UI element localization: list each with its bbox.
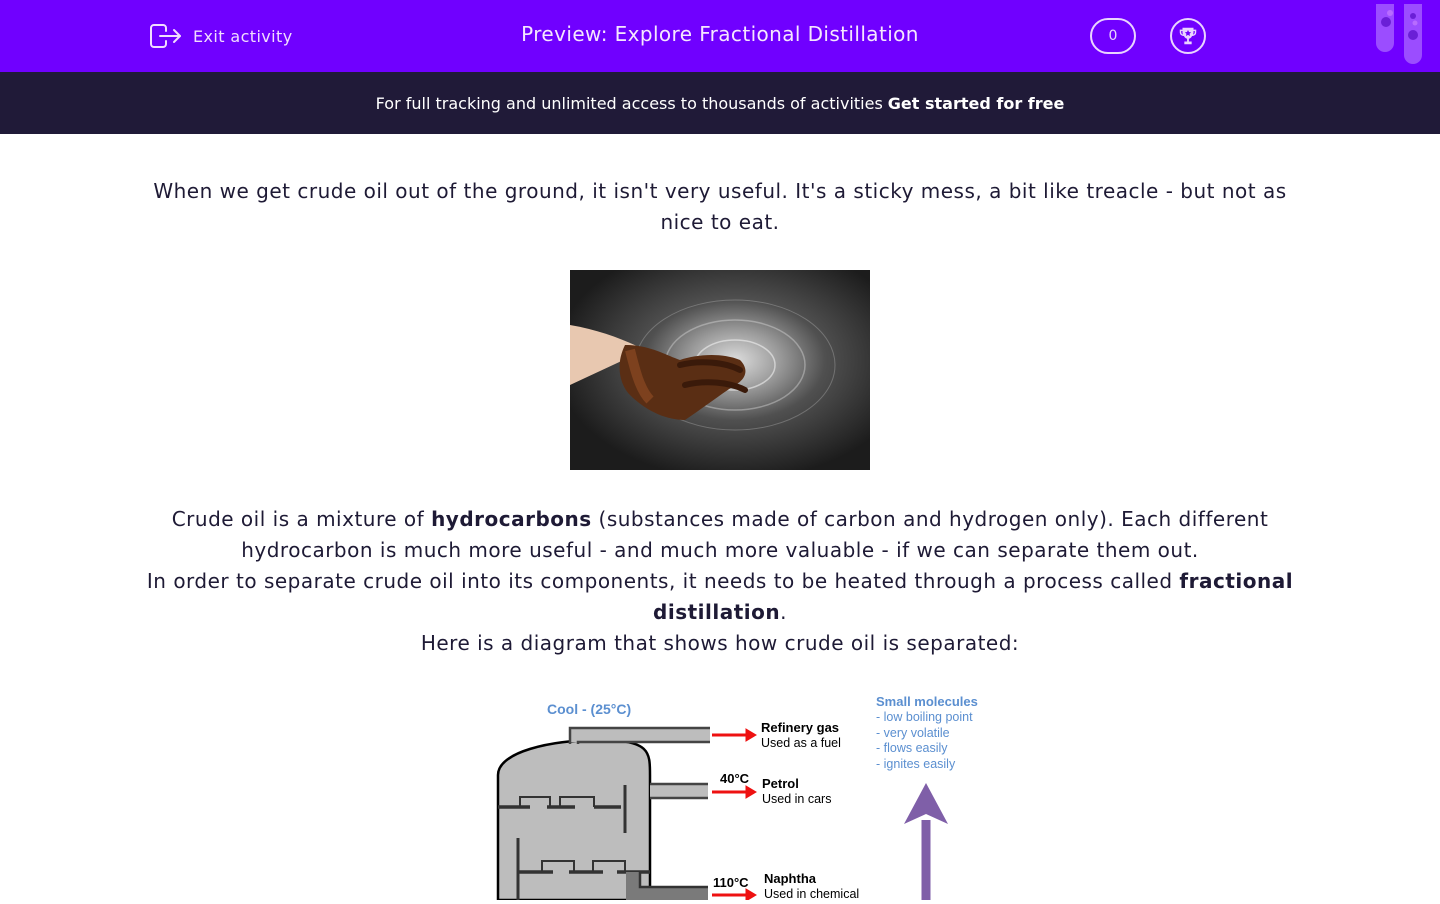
score-value: 0: [1108, 28, 1118, 44]
get-started-link[interactable]: Get started for free: [887, 93, 1065, 113]
activity-content: [140, 176, 1300, 659]
oil-hand-illustration: [570, 270, 870, 470]
text-span: .: [780, 600, 787, 624]
text-span: Here is a diagram that shows how crude oil is separated:: [420, 631, 1020, 655]
small-molecules-title: Small molecules: [876, 694, 978, 709]
text-span: (substances made of carbon and hydrogen only). Each different hydrocarbon is much more useful - and much more valuable - if we can separate them out.: [241, 507, 1269, 562]
small-molecules-properties: [876, 710, 973, 772]
fraction-use-refinery-gas: Used as a fuel: [761, 736, 841, 750]
fraction-name-refinery-gas: Refinery gas: [761, 720, 840, 735]
upgrade-banner: [0, 72, 1440, 134]
crude-oil-photo: [570, 270, 870, 470]
fraction-name-naphtha: Naphtha: [764, 871, 816, 886]
intro-paragraph: When we get crude oil out of the ground, it isn't very useful. It's a sticky mess, a bit like treacle - but not as nice to eat.: [153, 179, 1287, 234]
text-span: Crude oil is a mixture of: [171, 507, 432, 531]
explanation-paragraph: [140, 504, 1300, 659]
top-bar: [0, 0, 1440, 72]
fractional-distillation-diagram: [490, 690, 1010, 900]
fraction-use-petrol: Used in cars: [762, 792, 832, 806]
property-item: - very volatile: [876, 725, 950, 740]
exit-activity-button[interactable]: [149, 21, 293, 51]
fraction-temp-petrol: 40°C: [720, 771, 750, 786]
page-title: Preview: Explore Fractional Distillation: [521, 22, 919, 46]
text-span: In order to separate crude oil into its components, it needs to be heated through a process called: [146, 569, 1180, 593]
cool-temperature-label: Cool - (25°C): [547, 701, 632, 717]
fraction-name-petrol: Petrol: [762, 776, 799, 791]
keyword-fractional-distillation: fractional distillation: [653, 569, 1294, 624]
trophy-icon: [1177, 25, 1199, 47]
fraction-use-naphtha: Used in chemical: [764, 887, 860, 901]
property-item: - low boiling point: [876, 710, 973, 724]
fraction-temp-naphtha: 110°C: [713, 875, 749, 890]
property-item: - ignites easily: [876, 756, 956, 771]
trophy-button[interactable]: [1170, 18, 1206, 54]
test-tubes-logo: [1372, 4, 1428, 64]
exit-icon: [149, 21, 183, 51]
banner-text: For full tracking and unlimited access to thousands of activities: [375, 93, 883, 113]
property-item: - flows easily: [876, 741, 948, 755]
keyword-hydrocarbons: hydrocarbons: [431, 507, 592, 531]
exit-activity-label: Exit activity: [193, 26, 293, 46]
score-badge: [1090, 18, 1136, 54]
